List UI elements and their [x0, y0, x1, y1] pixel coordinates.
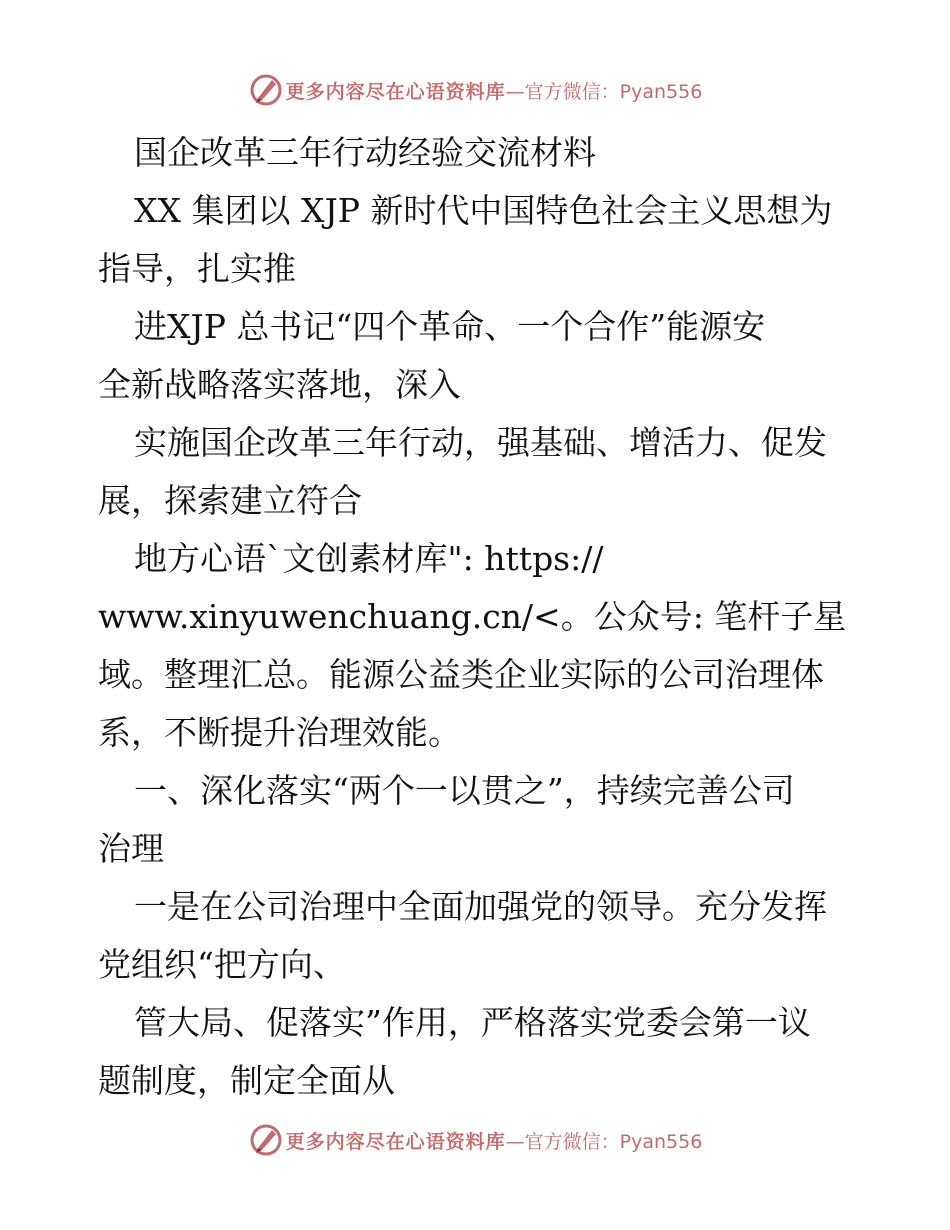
document-body — [98, 124, 850, 1110]
pen-logo-icon — [248, 1122, 284, 1158]
text-line: www.xinyuwenchuang.cn/<。公众号: 笔杆子星 — [98, 597, 847, 636]
text-line: 题制度，制定全面从 — [98, 1061, 395, 1100]
section-heading-cont: 治理 — [98, 829, 164, 868]
text-line: XX 集团以 XJP 新时代中国特色社会主义思想为 — [134, 191, 833, 230]
banner-wechat-text: —官方微信：Pyan556 — [505, 1130, 703, 1153]
banner-main-text: 更多内容尽在心语资料库 — [285, 80, 506, 103]
text-line: 系，不断提升治理效能。 — [98, 713, 461, 752]
banner-wechat-text: —官方微信：Pyan556 — [505, 80, 703, 103]
text-line: 域。整理汇总。能源公益类企业实际的公司治理体 — [98, 655, 824, 694]
text-line: 一是在公司治理中全面加强党的领导。充分发挥 — [134, 887, 827, 926]
pen-logo-icon — [248, 72, 284, 108]
footer-watermark-banner — [0, 1120, 950, 1160]
text-line: 地方心语`文创素材库": https:// — [134, 539, 604, 578]
text-line: 指导，扎实推 — [98, 249, 296, 288]
banner-main-text: 更多内容尽在心语资料库 — [285, 1130, 506, 1153]
text-line: 全新战略落实落地，深入 — [98, 365, 461, 404]
text-line: 进XJP 总书记“四个革命、一个合作”能源安 — [134, 307, 766, 346]
header-watermark-banner — [0, 70, 950, 110]
section-heading: 一、深化落实“两个一以贯之”，持续完善公司 — [134, 771, 795, 810]
text-line: 实施国企改革三年行动，强基础、增活力、促发 — [134, 423, 827, 462]
text-line: 展，探索建立符合 — [98, 481, 362, 520]
text-line: 党组织“把方向、 — [98, 945, 346, 984]
text-line: 管大局、促落实”作用，严格落实党委会第一议 — [134, 1003, 811, 1042]
document-title: 国企改革三年行动经验交流材料 — [134, 133, 596, 172]
